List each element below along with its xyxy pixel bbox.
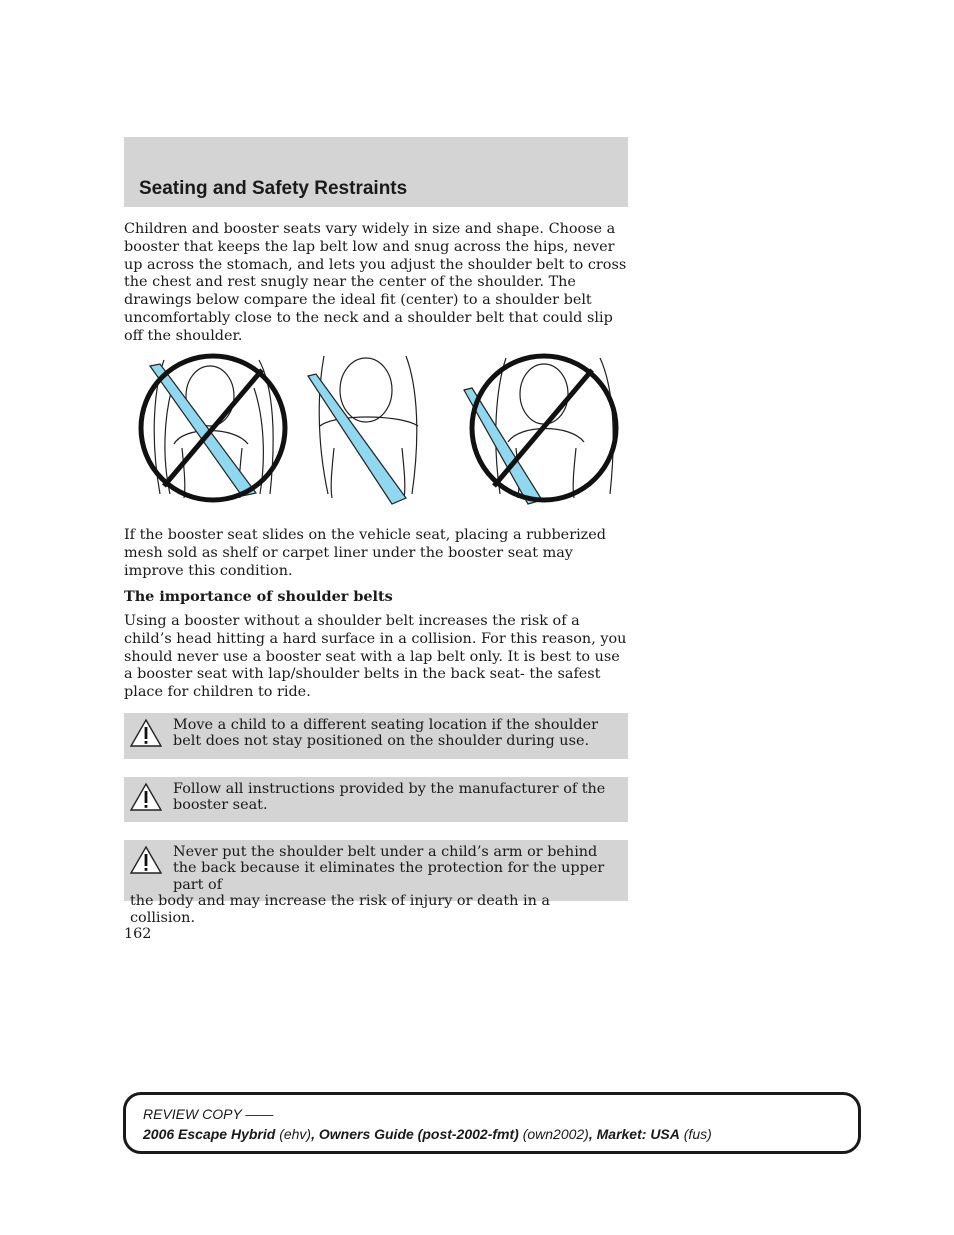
warning-text-3-line1: Never put the shoulder belt under a child’s arm or behind the back because it eliminates the protection for the upper part of	[173, 844, 605, 893]
market-label: , Market:	[588, 1126, 651, 1142]
separator: ,	[311, 1126, 319, 1142]
review-copy-box	[123, 1092, 861, 1154]
vehicle-name: 2006 Escape Hybrid	[143, 1126, 276, 1142]
warning-box-2	[124, 777, 628, 822]
warning-text-1: Move a child to a different seating location if the shoulder belt does not stay positioned on the shoulder during use.	[173, 717, 599, 750]
shoulder-belt-paragraph: Using a booster without a shoulder belt increases the risk of a child’s head hitting a hard surface in a collision. For this reason, you should never use a booster seat with a lap belt only. It is best to use a booster seat with lap/shoulder belts in the back seat- the safest place for children to ride.	[124, 613, 627, 701]
warning-box-3	[124, 840, 628, 926]
warning-box-1	[124, 713, 628, 759]
subheading-shoulder-belts: The importance of shoulder belts	[124, 588, 393, 605]
review-copy-details	[143, 1126, 712, 1142]
page-number: 162	[124, 926, 152, 942]
guide-code: (own2002)	[522, 1126, 589, 1142]
panel-belt-correct	[319, 356, 418, 498]
section-title: Seating and Safety Restraints	[139, 178, 408, 199]
guide-name: Owners Guide (post-2002-fmt)	[318, 1126, 519, 1142]
market-name: USA	[650, 1126, 680, 1142]
warning-triangle-icon	[129, 782, 163, 812]
warning-text-2: Follow all instructions provided by the manufacturer of the booster seat.	[173, 781, 606, 814]
warning-text-3-line2: the body and may increase the risk of injury or death in a collision.	[130, 893, 551, 926]
booster-slide-paragraph: If the booster seat slides on the vehicle seat, placing a rubberized mesh sold as shelf or carpet liner under the booster seat may improve this condition.	[124, 527, 606, 579]
vehicle-code: (ehv)	[279, 1126, 312, 1142]
market-code: (fus)	[683, 1126, 712, 1142]
belt-fit-illustration	[124, 348, 628, 508]
warning-triangle-icon	[129, 718, 163, 748]
intro-paragraph: Children and booster seats vary widely in size and shape. Choose a booster that keeps the lap belt low and snug across the hips, never up across the stomach, and lets you adjust the shoulder belt to cross the chest and rest snugly near the center of the shoulder. The drawings below compare the ideal fit (center) to a shoulder belt uncomfortably close to the neck and a shoulder belt that could slip off the shoulder.	[124, 221, 627, 344]
warning-triangle-icon	[129, 845, 163, 875]
review-copy-label: REVIEW COPY ——	[143, 1106, 274, 1122]
belt-fit-svg	[124, 348, 628, 508]
